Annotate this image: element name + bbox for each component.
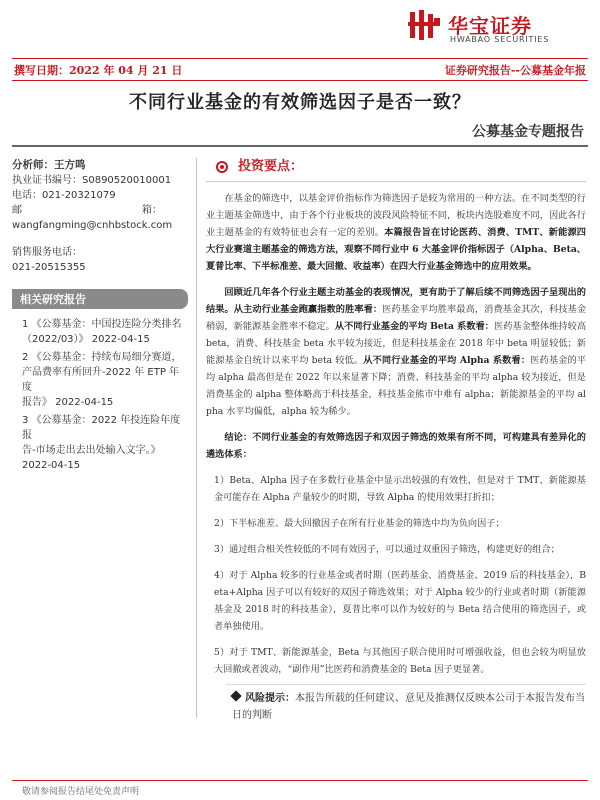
- risk-warning: [232, 690, 586, 724]
- body-paragraph: [206, 284, 586, 420]
- analyst-phone: 电话：021-20321079: [12, 190, 116, 201]
- related-reports-heading: 相关研究报告: [12, 289, 188, 309]
- column-divider: [196, 158, 197, 718]
- related-report-line: 产品费率有所回升-2022 年 ETP 年度: [22, 367, 180, 393]
- body-text: 医药基金平均胜率最高，消费基金其次，科技基金稍弱，新能源基金胜率不稳定。: [206, 304, 587, 332]
- related-report-line: 告-市场走出去出处输入文字。》: [22, 445, 161, 456]
- risk-text: 本报告所载的任何建议、意见及推测仅反映本公司于本报告发布当日的判断: [232, 693, 585, 721]
- sales-label: 销售服务电话：: [12, 247, 82, 258]
- body-text-bold: 回顾近几年各个行业主题主动基金的表现情况，更有助于了解后续不同筛选因子呈现出的结果。从主动行业基金跑赢指数的胜率看：: [206, 287, 586, 315]
- body-paragraph: [206, 190, 586, 275]
- highlights-title: 投资要点：: [238, 159, 304, 174]
- hwabao-logo-icon: [406, 8, 444, 42]
- related-report-item[interactable]: [22, 350, 188, 410]
- diamond-bullet-icon: [230, 690, 241, 701]
- report-type: 证券研究报告--公募基金年报: [444, 64, 586, 77]
- conclusion-paragraph: 结论：不同行业基金的有效筛选因子和双因子筛选的效果有所不同，可构建具有差异化的遴选体系：: [206, 432, 586, 460]
- report-date: 撰写日期：2022 年 04 月 21 日: [14, 64, 183, 77]
- related-report-line: 2 《公募基金：持续布局细分赛道，: [22, 352, 182, 363]
- related-report-line: 3 《公募基金：2022 年投连险年度报: [22, 415, 181, 441]
- highlights-header: [216, 158, 586, 175]
- title-rule: [12, 145, 588, 147]
- page-title: 不同行业基金的有效筛选因子是否一致？: [129, 92, 471, 113]
- conclusion-item: 3）通过组合相关性较低的不同有效因子，可以通过双重因子筛选，构建更好的组合；: [214, 544, 560, 555]
- body-text: 医药基金的平均 alpha 最高但是在 2022 年以来显著下降；消费、科技基金的平均 alpha 较为接近，但是消费基金的 alpha 整体略高于科技基金，科技基金熊市中难有 alpha；新能源基金的平均 alpha 水平均偏低，alpha 较为稀少。: [206, 355, 586, 417]
- analyst-license: 执业证书编号：S0890520010001: [12, 175, 172, 186]
- email-label: [12, 203, 162, 218]
- analyst-name: 分析师：王方鸣: [12, 159, 86, 171]
- conclusion-item: 2）下半标准差、最大回撤因子在所有行业基金的筛选中均为负向因子；: [214, 518, 505, 529]
- footer-rule: [12, 780, 588, 781]
- related-report-line: 1 《公募基金：中国投连险分类排名: [22, 319, 182, 330]
- conclusion-item: 4）对于 Alpha 较多的行业基金或者时期（医药基金、消费基金、2019 后的科技基金），Beta+Alpha 因子可以有较好的双因子筛选效果；对于 Alpha 较少的行业或者时期（新能源基金及 2018 时的科技基金），夏普比率可以作为较好的与 Beta 结合使用的筛选因子，或者单独使用。: [214, 570, 586, 632]
- header-rule-2: [12, 80, 588, 81]
- email-label-right: 箱：: [142, 205, 162, 216]
- footer-disclaimer: 敬请参阅报告结尾处免责声明: [22, 787, 140, 797]
- body-text-bold: 从不同行业基金的平均 Beta 系数看：: [334, 321, 494, 332]
- body-text-bold: 从不同行业基金的平均 Alpha 系数看：: [363, 355, 531, 366]
- email-label-left: 邮: [12, 205, 22, 216]
- target-icon: [216, 161, 228, 173]
- risk-label: 风险提示：: [245, 693, 295, 704]
- related-report-line: （2022/03）》 2022-04-15: [22, 334, 150, 345]
- brand-name-en: HWABAO SECURITIES: [450, 35, 550, 44]
- sales-phone: 021-20515355: [12, 262, 86, 273]
- header-rule: [12, 58, 588, 59]
- related-report-item[interactable]: [22, 317, 188, 347]
- related-report-line: 报告》 2022-04-15: [22, 397, 114, 408]
- risk-rule: [226, 684, 586, 685]
- brand-logo: [406, 8, 586, 48]
- brand-name-cn: 华宝证券: [448, 14, 532, 38]
- related-report-item[interactable]: [22, 413, 188, 473]
- conclusion-item: 1）Beta、Alpha 因子在多数行业基金中显示出较强的有效性，但是对于 TMT、新能源基金可能存在 Alpha 产量较少的时期，导致 Alpha 的使用效果打折扣；: [214, 475, 586, 503]
- conclusion-item: 5）对于 TMT、新能源基金，Beta 与其他因子联合使用时可增强收益，但也会较为明显放大回撤或者波动，“副作用”比医药和消费基金的 Beta 因子更显著。: [214, 647, 586, 675]
- body-text: 医药基金整体维持较高 beta，消费、科技基金 beta 水平较为接近，但是科技基金在 2018 年中 beta 明显较低；新能源基金自统计以来平均 beta 较低。: [206, 321, 587, 366]
- body-text-bold: 本篇报告旨在讨论医药、消费、TMT、新能源四大行业赛道主题基金的筛选方法，观察不同行业中 6 大基金评价指标因子（Alpha、Beta、夏普比率、下半标准差、最大回撤、收益率）在四大行业基金筛选中的应用效果。: [206, 227, 586, 272]
- highlights-rule: [206, 181, 586, 182]
- related-reports-list: [12, 317, 188, 473]
- sidebar: [12, 158, 188, 476]
- highlights-section: [206, 158, 586, 687]
- related-report-line: 2022-04-15: [22, 460, 81, 471]
- analyst-email[interactable]: wangfangming@cnhbstock.com: [12, 220, 173, 231]
- page-subtitle: 公募基金专题报告: [472, 124, 584, 140]
- body-text: 在基金的筛选中，以基金评价指标作为筛选因子是较为常用的一种方法。在不同类型的行业主题基金筛选中，由于各个行业板块的波段风险特征不同，板块内选股难度不同，因此各行业主题基金的有效特征也会有一定的差别。: [206, 193, 586, 238]
